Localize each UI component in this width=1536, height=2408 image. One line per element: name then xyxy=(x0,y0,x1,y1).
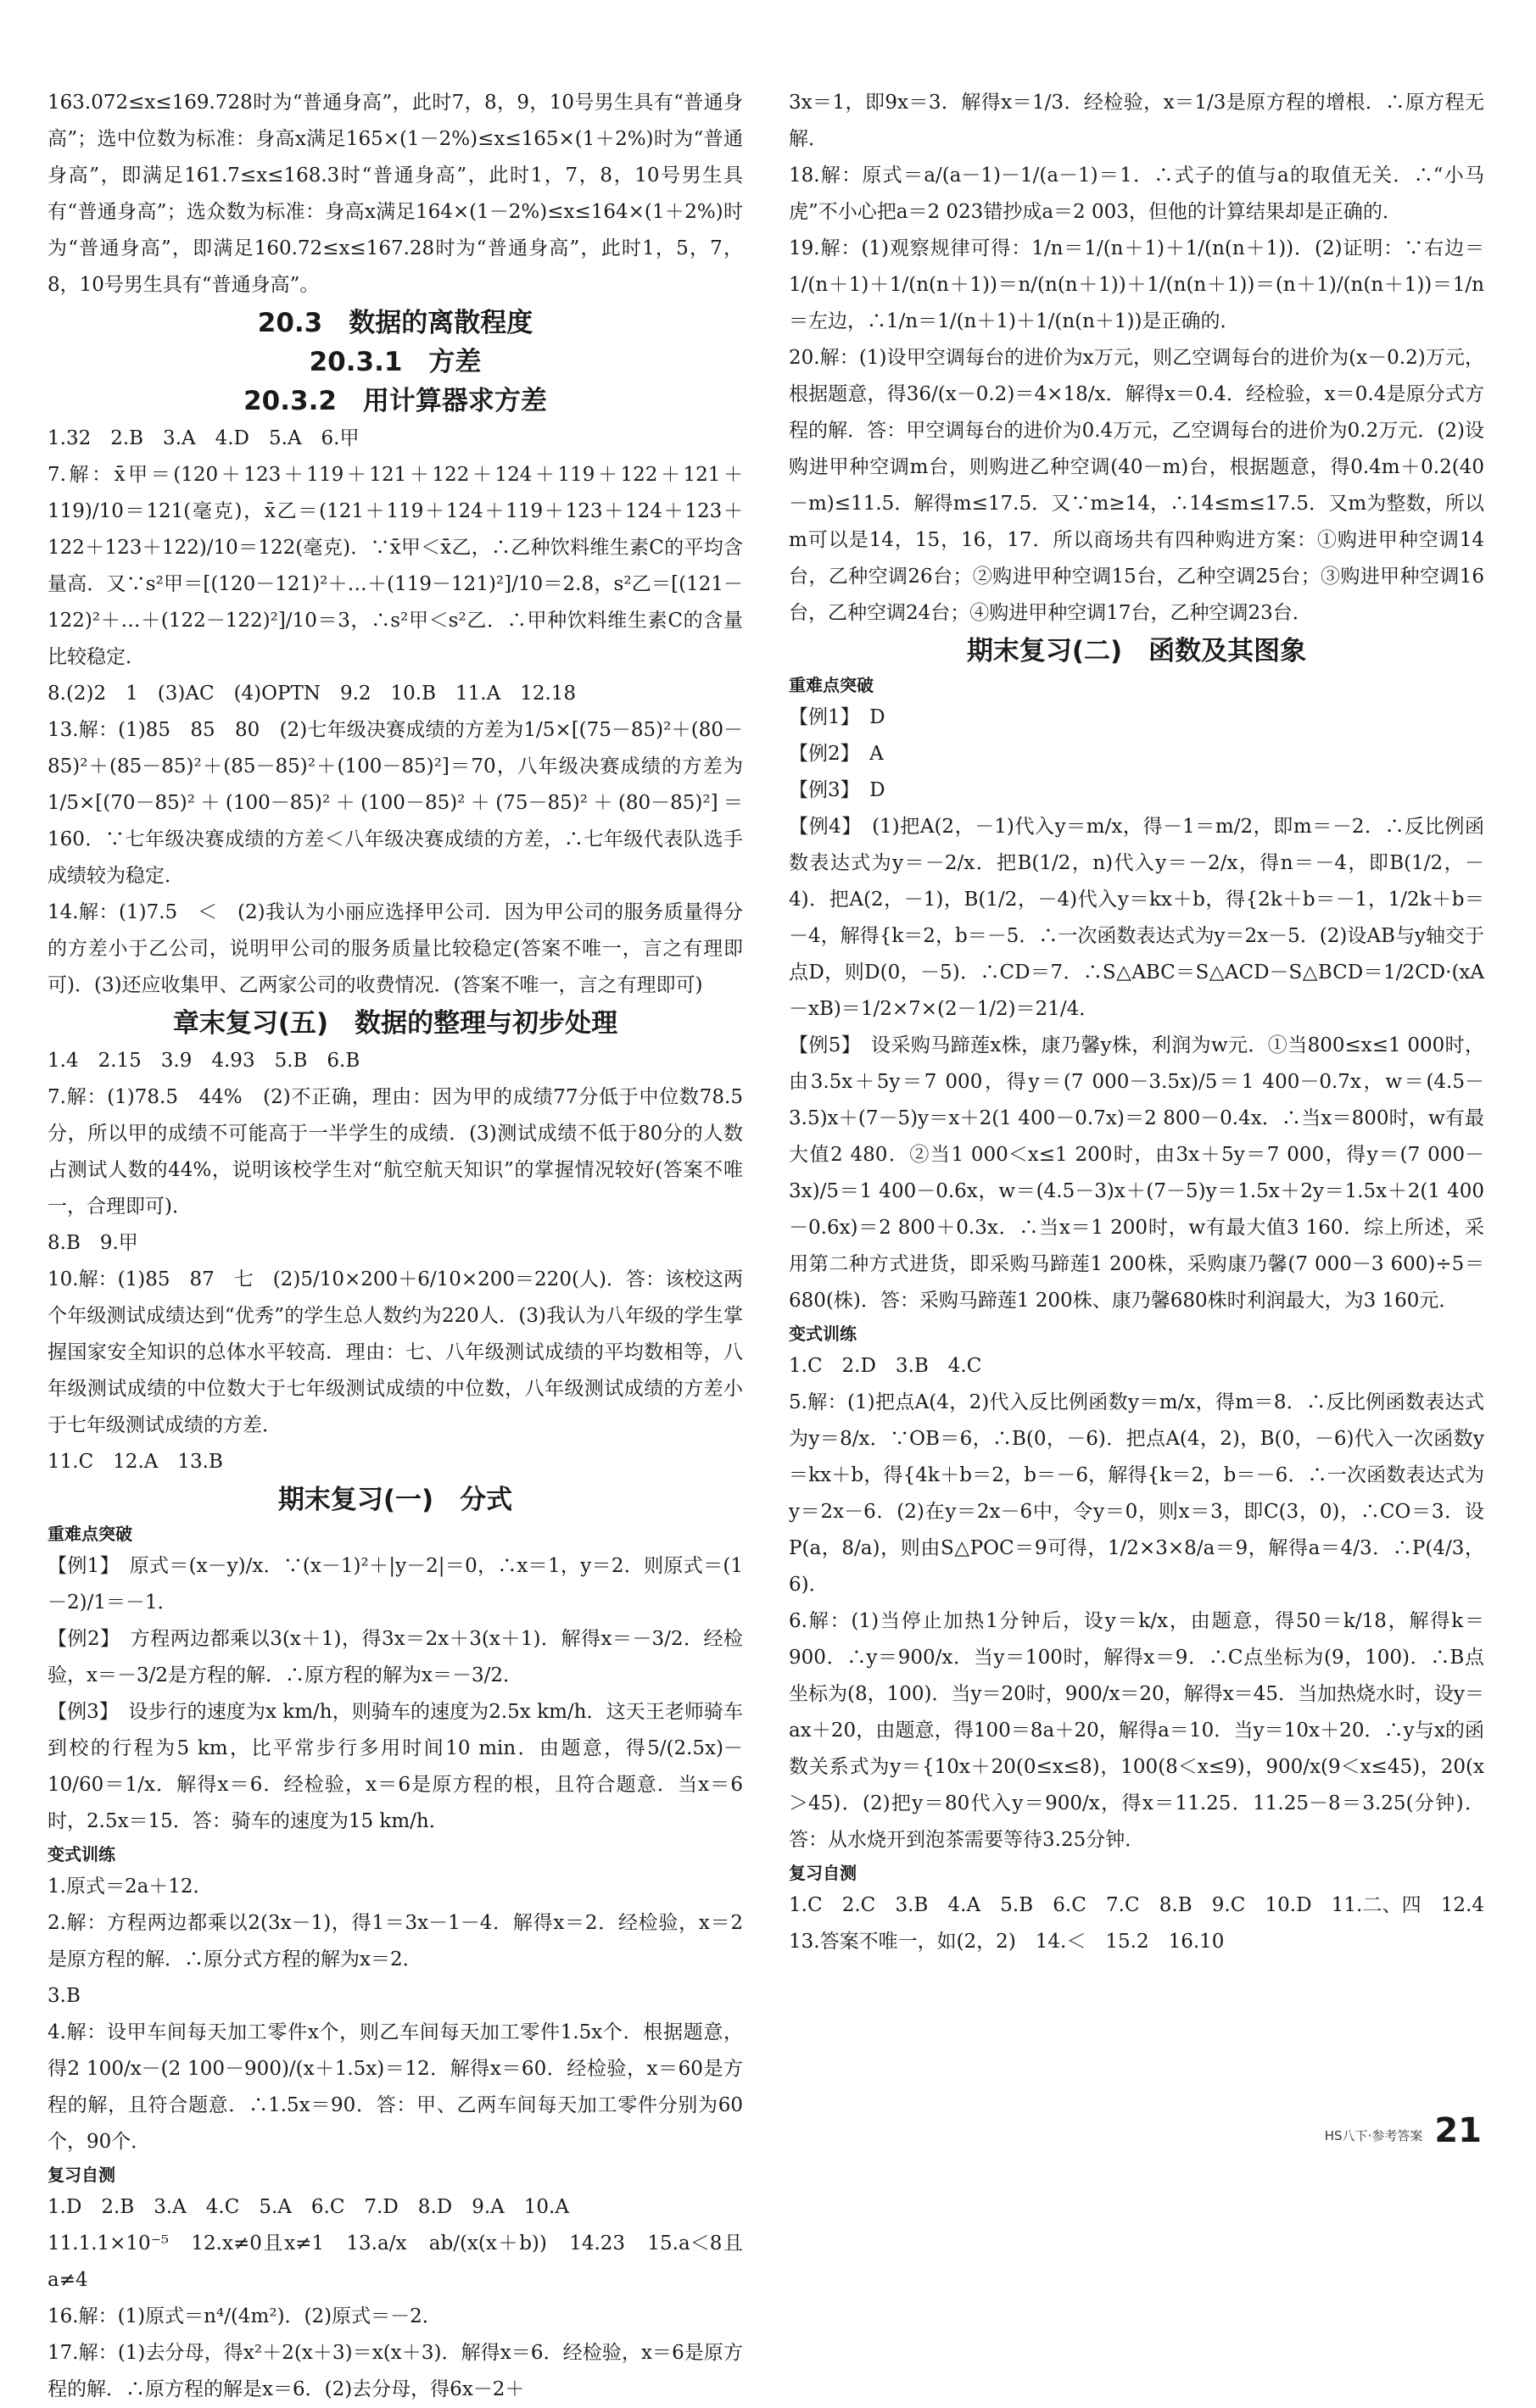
section-heading: 期末复习(二) 函数及其图象 xyxy=(966,636,1307,666)
answer-paragraph: 【例2】 A xyxy=(789,743,884,765)
answer-paragraph: 1.C 2.D 3.B 4.C xyxy=(789,1355,982,1377)
answer-paragraph: 【例1】 原式＝(x－y)/x．∵(x－1)²＋|y－2|＝0，∴x＝1，y＝2．则原式＝(1－2)/1＝－1． xyxy=(47,1555,743,1614)
footer-label: HS八下·参考答案 xyxy=(1324,2128,1423,2143)
left-column xyxy=(47,85,743,2408)
subsection-heading: 复习自测 xyxy=(789,1863,857,1883)
page-number: 21 xyxy=(1434,2111,1482,2150)
answer-paragraph: 17.解：(1)去分母，得x²＋2(x＋3)＝x(x＋3)．解得x＝6．经检验，x＝6是原方程的解．∴原方程的解是x＝6．(2)去分母，得6x－2＋ xyxy=(47,2342,743,2400)
answer-paragraph: 1.4 2.15 3.9 4.93 5.B 6.B xyxy=(47,1050,360,1072)
answer-paragraph: 16.解：(1)原式＝n⁴/(4m²)．(2)原式＝－2． xyxy=(47,2305,442,2327)
answer-paragraph: 1.原式＝2a＋12． xyxy=(47,1876,213,1898)
subsection-heading: 变式训练 xyxy=(47,1844,115,1865)
answer-paragraph: 5.解：(1)把点A(4，2)代入反比例函数y＝m/x，得m＝8．∴反比例函数表达式为y＝8/x．∵OB＝6，∴B(0，－6)．把点A(4，2)，B(0，－6)代入一次函数y＝kx＋b，得{4k＋b＝2，b＝－6，解得{k＝2，b＝－6．∴一次函数表达式为y＝2x－6．(2)在y＝2x－6中，令y＝0，则x＝3，即C(3，0)，∴CO＝3．设P(a，8/a)，则由S△POC＝9可得，1/2×3×8/a＝9，解得a＝4/3．∴P(4/3，6)． xyxy=(789,1391,1484,1596)
answer-paragraph: 20.解：(1)设甲空调每台的进价为x万元，则乙空调每台的进价为(x－0.2)万元，根据题意，得36/(x－0.2)＝4×18/x．解得x＝0.4．经检验，x＝0.4是原分式方程的解．答：甲空调每台的进价为0.4万元，乙空调每台的进价为0.2万元．(2)设购进甲种空调m台，则购进乙种空调(40－m)台，根据题意，得0.4m＋0.2(40－m)≤11.5．解得m≤17.5．又∵m≥14，∴14≤m≤17.5．又m为整数，所以m可以是14，15，16，17．所以商场共有四种购进方案：①购进甲种空调14台，乙种空调26台；②购进甲种空调15台，乙种空调25台；③购进甲种空调16台，乙种空调24台；④购进甲种空调17台，乙种空调23台． xyxy=(789,347,1484,624)
answer-paragraph: 2.解：方程两边都乘以2(3x－1)，得1＝3x－1－4．解得x＝2．经检验，x＝2是原方程的解．∴原分式方程的解为x＝2． xyxy=(47,1912,743,1970)
answer-paragraph: 19.解：(1)观察规律可得：1/n＝1/(n＋1)＋1/(n(n＋1))．(2)证明：∵右边＝1/(n＋1)＋1/(n(n＋1))＝n/(n(n＋1))＋1/(n(n＋1))＝(n＋1)/(n(n＋1))＝1/n＝左边，∴1/n＝1/(n＋1)＋1/(n(n＋1))是正确的． xyxy=(789,237,1484,332)
answer-paragraph: 【例1】 D xyxy=(789,706,885,728)
subsection-heading: 复习自测 xyxy=(47,2165,115,2185)
answer-paragraph: 1.D 2.B 3.A 4.C 5.A 6.C 7.D 8.D 9.A 10.A xyxy=(47,2196,569,2218)
answer-paragraph: 3.B xyxy=(47,1985,81,2007)
answer-paragraph: 1.32 2.B 3.A 4.D 5.A 6.甲 xyxy=(47,427,360,449)
answer-paragraph: 3x＝1，即9x＝3．解得x＝1/3．经检验，x＝1/3是原方程的增根．∴原方程无解． xyxy=(789,92,1484,150)
subsection-heading: 重难点突破 xyxy=(789,675,874,695)
section-heading: 20.3 数据的离散程度 xyxy=(257,308,533,338)
answer-paragraph: 13.解：(1)85 85 80 (2)七年级决赛成绩的方差为1/5×[(75－85)²＋(80－85)²＋(85－85)²＋(85－85)²＋(100－85)²]＝70，八年级决赛成绩的方差为1/5×[(70－85)²＋(100－85)²＋(100－85)²＋(75－85)²＋(80－85)²]＝160．∵七年级决赛成绩的方差＜八年级决赛成绩的方差，∴七年级代表队选手成绩较为稳定． xyxy=(47,719,743,887)
right-column xyxy=(789,85,1504,1960)
subsection-heading: 变式训练 xyxy=(789,1324,857,1344)
answer-paragraph: 6.解：(1)当停止加热1分钟后，设y＝k/x，由题意，得50＝k/18，解得k＝900．∴y＝900/x．当y＝100时，解得x＝9．∴C点坐标为(9，100)．∴B点坐标为(8，100)．当y＝20时，900/x＝20，解得x＝45．当加热烧水时，设y＝ax＋20，由题意，得100＝8a＋20，解得a＝10．当y＝10x＋20．∴y与x的函数关系式为y＝{10x＋20(0≤x≤8)，100(8＜x≤9)，900/x(9＜x≤45)，20(x＞45)．(2)把y＝80代入y＝900/x，得x＝11.25．11.25－8＝3.25(分钟)．答：从水烧开到泡茶需要等待3.25分钟． xyxy=(789,1610,1484,1851)
answer-paragraph: 11.C 12.A 13.B xyxy=(47,1451,223,1473)
page-footer xyxy=(1325,2112,1482,2149)
section-heading: 期末复习(一) 分式 xyxy=(277,1485,513,1515)
answer-paragraph: 【例3】 设步行的速度为x km/h，则骑车的速度为2.5x km/h．这天王老师骑车到校的行程为5 km，比平常步行多用时间10 min．由题意，得5/(2.5x)－10/60＝1/x．解得x＝6．经检验，x＝6是原方程的根，且符合题意．当x＝6时，2.5x＝15．答：骑车的速度为15 km/h． xyxy=(47,1701,743,1832)
answer-paragraph: 【例5】 设采购马蹄莲x株，康乃馨y株，利润为w元．①当800≤x≤1 000时，由3.5x＋5y＝7 000，得y＝(7 000－3.5x)/5＝1 400－0.7x，w＝(4.5－3.5)x＋(7－5)y＝x＋2(1 400－0.7x)＝2 800－0.4x．∴当x＝800时，w有最大值2 480．②当1 000＜x≤1 200时，由3x＋5y＝7 000，得y＝(7 000－3x)/5＝1 400－0.6x，w＝(4.5－3)x＋(7－5)y＝1.5x＋2y＝1.5x＋2(1 400－0.6x)＝2 800＋0.3x．∴当x＝1 200时，w有最大值3 160．综上所述，采用第二种方式进货，即采购马蹄莲1 200株，采购康乃馨(7 000－3 600)÷5＝680(株)．答：采购马蹄莲1 200株、康乃馨680株时利润最大，为3 160元． xyxy=(789,1034,1484,1312)
answer-paragraph: 1.C 2.C 3.B 4.A 5.B 6.C 7.C 8.B 9.C 10.D 11.二、四 12.4 13.答案不唯一，如(2，2) 14.＜ 15.2 16.10 xyxy=(789,1894,1504,1953)
subsection-heading: 重难点突破 xyxy=(47,1524,132,1544)
section-heading: 20.3.1 方差 xyxy=(309,347,482,377)
answer-paragraph: 【例3】 D xyxy=(789,779,885,801)
answer-paragraph: 10.解：(1)85 87 七 (2)5/10×200＋6/10×200＝220(人)．答：该校这两个年级测试成绩达到“优秀”的学生总人数约为220人．(3)我认为八年级的学生掌握国家安全知识的总体水平较高．理由：七、八年级测试成绩的平均数相等，八年级测试成绩的中位数大于七年级测试成绩的中位数，八年级测试成绩的方差小于七年级测试成绩的方差． xyxy=(47,1268,743,1436)
answer-paragraph: 7.解：(1)78.5 44% (2)不正确，理由：因为甲的成绩77分低于中位数78.5分，所以甲的成绩不可能高于一半学生的成绩．(3)测试成绩不低于80分的人数占测试人数的44%，说明该校学生对“航空航天知识”的掌握情况较好(答案不唯一，合理即可)． xyxy=(47,1086,743,1218)
answer-paragraph: 7.解：x̄甲＝(120＋123＋119＋121＋122＋124＋119＋122＋121＋119)/10＝121(毫克)，x̄乙＝(121＋119＋124＋119＋123＋124＋123＋122＋123＋122)/10＝122(毫克)．∵x̄甲＜x̄乙，∴乙种饮料维生素C的平均含量高．又∵s²甲＝[(120－121)²＋…＋(119－121)²]/10＝2.8，s²乙＝[(121－122)²＋…＋(122－122)²]/10＝3，∴s²甲＜s²乙．∴甲种饮料维生素C的含量比较稳定． xyxy=(47,464,743,668)
section-heading: 20.3.2 用计算器求方差 xyxy=(243,386,547,416)
answer-paragraph: 【例2】 方程两边都乘以3(x＋1)，得3x＝2x＋3(x＋1)．解得x＝－3/2．经检验，x＝－3/2是方程的解．∴原方程的解为x＝－3/2． xyxy=(47,1628,743,1686)
section-heading: 章末复习(五) 数据的整理与初步处理 xyxy=(172,1008,618,1039)
answer-paragraph: 163.072≤x≤169.728时为“普通身高”，此时7，8，9，10号男生具有“普通身高”；选中位数为标准：身高x满足165×(1－2%)≤x≤165×(1＋2%)时为“普通身高”，即满足161.7≤x≤168.3时“普通身高”，此时1，7，8，10号男生具有“普通身高”；选众数为标准：身高x满足164×(1－2%)≤x≤164×(1＋2%)时为“普通身高”，即满足160.72≤x≤167.28时为“普通身高”，此时1，5，7，8，10号男生具有“普通身高”。 xyxy=(47,92,743,296)
answer-paragraph: 8.(2)2 1 (3)AC (4)OPTN 9.2 10.B 11.A 12.18 xyxy=(47,683,577,705)
answer-paragraph: 4.解：设甲车间每天加工零件x个，则乙车间每天加工零件1.5x个．根据题意，得2 100/x－(2 100－900)/(x＋1.5x)＝12．解得x＝60．经检验，x＝60是方程的解，且符合题意．∴1.5x＝90．答：甲、乙两车间每天加工零件分别为60个，90个． xyxy=(47,2021,743,2153)
answer-paragraph: 14.解：(1)7.5 ＜ (2)我认为小丽应选择甲公司．因为甲公司的服务质量得分的方差小于乙公司，说明甲公司的服务质量比较稳定(答案不唯一，言之有理即可)．(3)还应收集甲、乙两家公司的收费情况．(答案不唯一，言之有理即可) xyxy=(47,901,743,996)
answer-paragraph: 8.B 9.甲 xyxy=(47,1232,138,1254)
answer-paragraph: 18.解：原式＝a/(a－1)－1/(a－1)＝1．∴式子的值与a的取值无关．∴“小马虎”不小心把a＝2 023错抄成a＝2 003，但他的计算结果却是正确的． xyxy=(789,164,1484,223)
answer-paragraph: 11.1.1×10⁻⁵ 12.x≠0且x≠1 13.a/x ab/(x(x＋b)) 14.23 15.a＜8且a≠4 xyxy=(47,2232,743,2291)
answer-paragraph: 【例4】 (1)把A(2，－1)代入y＝m/x，得－1＝m/2，即m＝－2．∴反比例函数表达式为y＝－2/x．把B(1/2，n)代入y＝－2/x，得n＝－4，即B(1/2，－4)．把A(2，－1)，B(1/2，－4)代入y＝kx＋b，得{2k＋b＝－1，1/2k＋b＝－4，解得{k＝2，b＝－5．∴一次函数表达式为y＝2x－5．(2)设AB与y轴交于点D，则D(0，－5)．∴CD＝7．∴S△ABC＝S△ACD－S△BCD＝1/2CD·(xA－xB)＝1/2×7×(2－1/2)＝21/4． xyxy=(789,816,1484,1020)
